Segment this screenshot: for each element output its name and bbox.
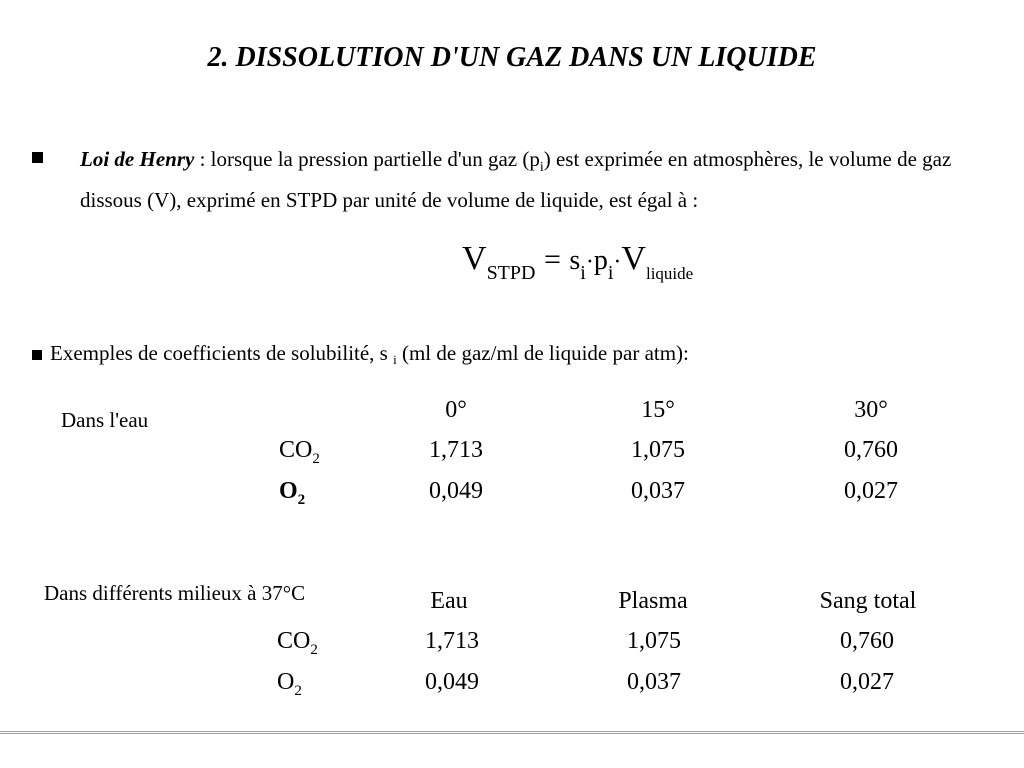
table2-cell: 0,037 <box>627 669 681 695</box>
table1-cell: 0,037 <box>631 478 685 504</box>
formula-s-subscript: i <box>580 262 586 284</box>
henry-text-before: : lorsque la pression partielle d'un gaz (p <box>194 147 540 171</box>
table2-row-o2-label: $O_2$ <box>277 669 302 699</box>
formula-lhs: V <box>462 240 487 277</box>
formula-dot-1: · <box>585 249 594 275</box>
table2-col-1: Plasma <box>618 588 688 614</box>
table2-cell: 0,027 <box>840 669 894 695</box>
table1-row-o2-label: $O_2$ <box>279 478 306 508</box>
examples-text-before: Exemples de coefficients de solubilité, s <box>50 341 388 365</box>
henry-pi-subscript: i <box>539 160 544 176</box>
formula-p: p <box>593 245 608 276</box>
henry-text-after: ) est exprimée en atmosphères, le volume de gaz dissous (V), exprimé en STPD par unité de volume de liquide, est égal à : <box>80 147 952 213</box>
examples-subscript: i <box>393 352 397 367</box>
table1-col-0: 0° <box>445 397 467 423</box>
page-title: 2. DISSOLUTION D'UN GAZ DANS UN LIQUIDE <box>207 42 817 73</box>
table1-label: Dans l'eau <box>61 408 149 432</box>
table2-col-2: Sang total <box>819 588 917 614</box>
table1-row-co2-label: $CO_2$ <box>279 437 320 467</box>
table1-cell: 1,713 <box>429 437 483 463</box>
table1-col-1: 15° <box>641 397 675 423</box>
formula-equals: = <box>543 243 561 276</box>
table2-col-0: Eau <box>430 588 468 614</box>
henry-law-paragraph <box>80 143 1000 216</box>
footer-divider <box>0 731 1024 734</box>
table1-cell: 0,027 <box>844 478 898 504</box>
henry-formula <box>462 240 693 285</box>
table1-cell: 1,075 <box>631 437 685 463</box>
formula-lhs-subscript: STPD <box>486 262 536 284</box>
table1-cell: 0,760 <box>844 437 898 463</box>
table1-cell: 0,049 <box>429 478 483 504</box>
bullet-square-icon <box>32 350 42 360</box>
table2-cell: 0,049 <box>425 669 479 695</box>
table2-cell: 1,713 <box>425 628 479 654</box>
formula-v: V <box>621 240 646 277</box>
table2-cell: 1,075 <box>627 628 681 654</box>
formula-dot-2: · <box>613 249 622 275</box>
henry-law-term: Loi de Henry <box>80 147 195 171</box>
table2-label: Dans différents milieux à 37°C <box>44 581 306 605</box>
formula-s: s <box>569 245 581 276</box>
examples-line <box>50 341 689 368</box>
formula-p-subscript: i <box>607 262 614 284</box>
table1-col-2: 30° <box>854 397 888 423</box>
bullet-square-icon <box>32 152 43 163</box>
table2-cell: 0,760 <box>840 628 894 654</box>
examples-text-after: (ml de gaz/ml de liquide par atm): <box>396 341 689 365</box>
formula-v-subscript: liquide <box>645 264 694 283</box>
table2-row-co2-label: $CO_2$ <box>277 628 318 658</box>
